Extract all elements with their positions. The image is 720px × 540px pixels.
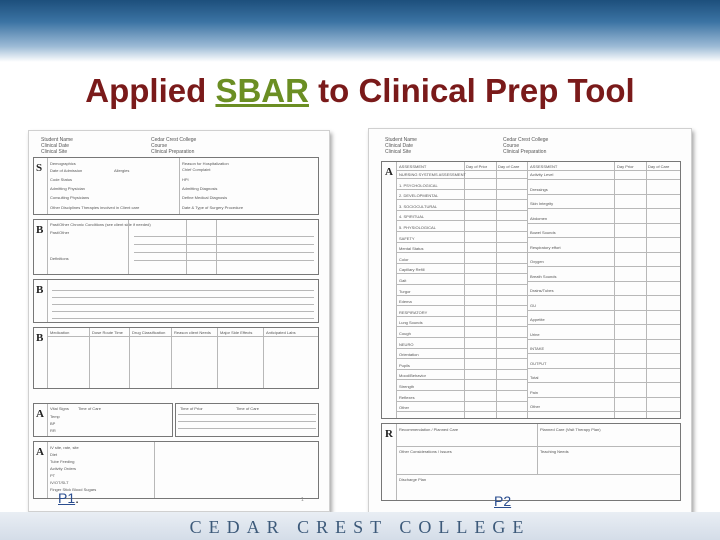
p2-row-rule	[396, 369, 527, 370]
p1-medication-section	[33, 327, 319, 389]
p2-row-rule	[527, 353, 680, 354]
p2-left-row-label: NEURO	[399, 341, 414, 347]
p1-header-right	[151, 137, 196, 155]
p2-header-right	[503, 137, 548, 155]
p2-row-rule	[527, 223, 680, 224]
p2-left-row-label: Mental Status	[399, 246, 424, 252]
p1-divider	[47, 280, 48, 322]
p2-left-row-label: Cough	[399, 331, 411, 336]
p2-left-row-label: 3. SOCIOCULTURAL	[399, 203, 438, 209]
p1-a-label: IV site, rate, site	[50, 445, 79, 450]
p2-left-row-label: NURSING SYSTEMS ASSESSMENT	[399, 172, 466, 177]
p2-left-row-label: Color	[399, 256, 409, 262]
p2-row-rule	[396, 220, 527, 221]
page-1-thumbnail[interactable]	[28, 130, 330, 512]
p1-situation-section	[33, 157, 319, 215]
p2-header-right-line: Cedar Crest College	[503, 137, 549, 143]
p1-rule	[52, 297, 314, 298]
p2-row-rule	[396, 326, 527, 327]
p1-s-label-right: HPI	[182, 177, 189, 182]
p1-s-label: Code Status	[50, 177, 73, 182]
p1-vital-header: Time of Care	[236, 406, 259, 411]
p2-left-row-label: Turgor	[399, 288, 411, 294]
p1-header-right-line: Cedar Crest College	[151, 137, 197, 143]
slide-title	[0, 72, 720, 110]
p2-row-rule	[527, 208, 680, 209]
p2-row-rule	[527, 397, 680, 398]
p1-rule	[178, 428, 316, 429]
title-acronym: SBAR	[215, 72, 309, 109]
p2-left-row-label: Capillary Refill	[399, 267, 425, 273]
p1-vitals-section-right	[175, 403, 319, 437]
p1-s-label: Allergies	[114, 168, 130, 173]
p1-link-wrapper	[58, 490, 79, 506]
p2-row-rule	[527, 252, 680, 253]
p2-row-rule	[527, 266, 680, 267]
p2-row-rule	[396, 231, 527, 232]
p2-right-row-label: OUTPUT	[530, 360, 547, 366]
p1-a-label: Diet	[50, 452, 58, 457]
p2-header-left	[385, 137, 417, 155]
p1-header-left-line: Student Name	[41, 137, 73, 143]
p1-divider	[154, 442, 155, 498]
p2-row-rule	[527, 281, 680, 282]
p2-rule	[396, 446, 680, 447]
p2-divider	[527, 162, 528, 418]
p1-divider	[186, 220, 187, 274]
p1-section-letter: S	[36, 162, 43, 174]
p2-table-header: Day Prior	[617, 164, 634, 169]
p2-row-rule	[527, 194, 680, 195]
p2-row-rule	[527, 310, 680, 311]
header-gradient-band	[0, 0, 720, 62]
title-suffix: to Clinical Prep Tool	[308, 72, 635, 109]
p1-header-right-line: Course	[151, 143, 168, 149]
p1-vital-row: RR	[50, 428, 56, 433]
p2-right-row-label: Abdomen	[530, 215, 548, 221]
p2-row-rule	[396, 358, 527, 359]
p2-right-row-label: Total	[530, 375, 539, 380]
p1-s-label: Admitting Physician	[50, 186, 85, 191]
p1-med-header: Major Side Effects	[220, 330, 253, 335]
p2-row-rule	[396, 284, 527, 285]
p2-row-rule	[527, 295, 680, 296]
p1-divider	[47, 220, 48, 274]
p2-divider	[614, 162, 615, 418]
p2-row-rule	[527, 411, 680, 412]
p1-divider	[128, 220, 129, 274]
p2-left-row-label: Mood/Behavior	[399, 373, 426, 379]
p1-rule	[52, 311, 314, 312]
p1-divider	[216, 220, 217, 274]
p2-r-label: Teaching Needs	[540, 449, 569, 454]
p2-section-letter: R	[385, 428, 393, 440]
p2-table-header: Day of Care	[648, 164, 670, 169]
p1-divider	[47, 442, 48, 498]
p2-left-row-label: Orientation	[399, 352, 419, 358]
p1-b-label: Definitions	[50, 256, 69, 261]
p1-b-label: Past/Other	[50, 230, 70, 235]
p1-section-letter: A	[36, 446, 44, 458]
p2-row-rule	[396, 199, 527, 200]
p1-vital-row: BP	[50, 421, 56, 426]
p1-rule	[178, 414, 316, 415]
p1-divider	[129, 328, 130, 388]
p2-section-letter: A	[385, 166, 393, 178]
p2-row-rule	[396, 390, 527, 391]
p2-row-rule	[396, 263, 527, 264]
p2-header-left-line: Clinical Date	[385, 143, 414, 149]
p2-table-header: Day of Care	[498, 164, 520, 169]
p2-right-row-label: GU	[530, 302, 536, 308]
p1-rule	[134, 244, 314, 245]
p1-med-header: Drug Classification	[132, 330, 166, 335]
p2-link[interactable]: P2	[494, 493, 512, 509]
p2-divider	[396, 424, 397, 500]
p1-s-label: Date of Admission	[50, 168, 83, 173]
p1-header-left-line: Clinical Site	[41, 149, 68, 155]
p2-left-row-label: 2. DEVELOPMENTAL	[399, 193, 439, 199]
p2-table-header: ASSESSMENT	[530, 164, 558, 169]
p2-left-row-label: Edema	[399, 299, 412, 305]
p2-row-rule	[396, 316, 527, 317]
p2-right-row-label: Activity Level	[530, 172, 554, 177]
p2-right-row-label: Breath Sounds	[530, 273, 557, 279]
p2-row-rule	[396, 295, 527, 296]
p2-divider	[537, 424, 538, 474]
p2-row-rule	[396, 305, 527, 306]
p2-r-label: Planned Care (Visit Therapy Plan)	[540, 427, 601, 432]
p2-left-row-label: RESPIRATORY	[399, 309, 428, 315]
p1-section-letter: A	[36, 408, 44, 420]
p2-row-rule	[396, 189, 527, 190]
p2-rule	[396, 474, 680, 475]
p1-page-number: 1	[301, 497, 304, 503]
college-name-footer: CEDAR CREST COLLEGE	[189, 517, 531, 537]
p1-s-label: Other Disciplines Therapies involved in Client care	[50, 205, 140, 210]
p2-left-row-label: SAFETY	[399, 235, 415, 241]
p1-med-header: Reason client Needs	[174, 330, 211, 335]
p2-left-row-label: Lung Sounds	[399, 320, 423, 326]
p1-divider	[171, 328, 172, 388]
p1-rule	[52, 290, 314, 291]
p2-right-row-label: Pain	[530, 389, 539, 395]
p1-header-left-line: Clinical Date	[41, 143, 70, 149]
page-2-thumbnail[interactable]	[368, 128, 692, 516]
p1-a-label: Finger Stick Blood Sugars	[50, 487, 97, 492]
p2-right-row-label: Other	[530, 404, 541, 409]
p1-divider	[89, 328, 90, 388]
p2-assessment-table	[381, 161, 681, 419]
p2-divider	[646, 162, 647, 418]
p1-link[interactable]: P1	[58, 490, 76, 506]
p2-recommendation-section	[381, 423, 681, 501]
p1-divider	[217, 328, 218, 388]
p2-row-rule	[396, 401, 527, 402]
p1-rule	[134, 236, 314, 237]
p1-background-section-2	[33, 279, 319, 323]
p2-header-right-line: Clinical Preparation	[503, 149, 547, 155]
p1-med-header: Anticipated Labs	[266, 330, 296, 335]
p2-row-rule	[396, 242, 527, 243]
p2-right-row-label: INTAKE	[530, 346, 545, 351]
p2-row-rule	[527, 382, 680, 383]
p1-s-label-right: Define Medical Diagnosis	[182, 195, 228, 200]
p1-rule	[52, 318, 314, 319]
p1-rule	[178, 421, 316, 422]
p1-s-label: Demographics	[50, 161, 76, 166]
p2-row-rule	[396, 411, 527, 412]
p2-rule	[396, 170, 680, 171]
p1-rule	[134, 260, 314, 261]
p2-right-row-label: Oxygen	[530, 259, 544, 264]
p2-right-row-label: Urine	[530, 331, 540, 337]
p2-right-row-label: Drains/Tubes	[530, 288, 554, 293]
p1-section-letter: B	[36, 224, 44, 236]
p1-med-header: Medication	[50, 330, 70, 335]
title-prefix: Applied	[85, 72, 216, 109]
p2-row-rule	[527, 237, 680, 238]
p2-row-rule	[396, 210, 527, 211]
p1-a-label: IV/OT/SLT	[50, 480, 69, 485]
p2-r-label: Discharge Plan	[399, 477, 427, 482]
p2-header-left-line: Student Name	[385, 137, 417, 143]
p1-divider	[47, 158, 48, 214]
p2-row-rule	[527, 368, 680, 369]
p1-a-label: Tube Feeding	[50, 459, 75, 464]
p1-a-label: PT	[50, 473, 56, 478]
p1-divider	[47, 328, 48, 388]
p1-divider	[263, 328, 264, 388]
p2-right-row-label: Dressings	[530, 186, 548, 192]
p1-header-left	[41, 137, 73, 155]
p2-table-header: ASSESSMENT	[399, 164, 427, 169]
p2-row-rule	[396, 273, 527, 274]
p1-vital-row: Temp	[50, 414, 60, 419]
p2-right-row-label: Respiratory effort	[530, 244, 561, 250]
p1-rule	[134, 252, 314, 253]
p1-vital-header: Time of Prior	[180, 406, 203, 411]
p2-left-row-label: Gait	[399, 278, 407, 283]
p1-rule	[52, 304, 314, 305]
p2-right-row-label: Appetite	[530, 317, 545, 322]
p1-s-label-right: Reason for Hospitalization	[182, 161, 229, 166]
p1-s-label: Consulting Physicians	[50, 195, 90, 200]
p1-section-letter: B	[36, 332, 44, 344]
p2-row-rule	[396, 379, 527, 380]
p1-section-letter: B	[36, 284, 44, 296]
p1-med-header: Dose Route Time	[92, 330, 123, 335]
p2-left-row-label: Reflexes	[399, 394, 415, 400]
p2-row-rule	[396, 252, 527, 253]
p2-r-label: Recommendation / Planned Care	[399, 427, 459, 432]
p1-divider	[47, 404, 48, 436]
p1-vital-header: Vital Signs	[50, 406, 69, 411]
p2-row-rule	[527, 324, 680, 325]
p2-left-row-label: 4. SPIRITUAL	[399, 214, 425, 220]
p2-table-header: Day of Prior	[466, 164, 488, 169]
p2-left-row-label: Pupils	[399, 362, 410, 368]
p1-vitals-section	[33, 403, 173, 437]
p2-left-row-label: 5. PHYSIOLOGICAL	[399, 225, 436, 230]
p2-left-row-label: Strength	[399, 384, 415, 389]
p2-right-row-label: Skin Integrity	[530, 201, 554, 206]
p2-left-row-label: Other	[399, 405, 410, 411]
p1-s-label-right: Date & Type of Surgery Procedure	[182, 205, 244, 210]
p1-a-label: Activity Orders	[50, 466, 77, 471]
p2-row-rule	[396, 178, 527, 179]
p2-header-left-line: Clinical Site	[385, 149, 412, 155]
p1-header-right-line: Clinical Preparation	[151, 149, 195, 155]
p2-row-rule	[396, 337, 527, 338]
p1-s-label-right: Admitting Diagnosis	[182, 186, 218, 191]
p2-left-row-label: 1. PSYCHOLOGICAL	[399, 182, 438, 188]
p2-r-label: Other Considerations / Issues	[399, 449, 452, 454]
p1-vital-header: Time of Care	[78, 406, 101, 411]
p2-row-rule	[396, 348, 527, 349]
p1-link-suffix: .	[75, 490, 80, 506]
p2-row-rule	[527, 339, 680, 340]
p2-right-row-label: Bowel Sounds	[530, 230, 556, 235]
p2-row-rule	[527, 179, 680, 180]
p1-divider	[179, 158, 180, 214]
p1-s-label-right: Chief Complaint	[182, 167, 211, 172]
p2-header-right-line: Course	[503, 143, 520, 149]
p1-background-section	[33, 219, 319, 275]
p1-b-label: Past/Other Chronic Conditions (see client side if needed)	[50, 222, 151, 227]
